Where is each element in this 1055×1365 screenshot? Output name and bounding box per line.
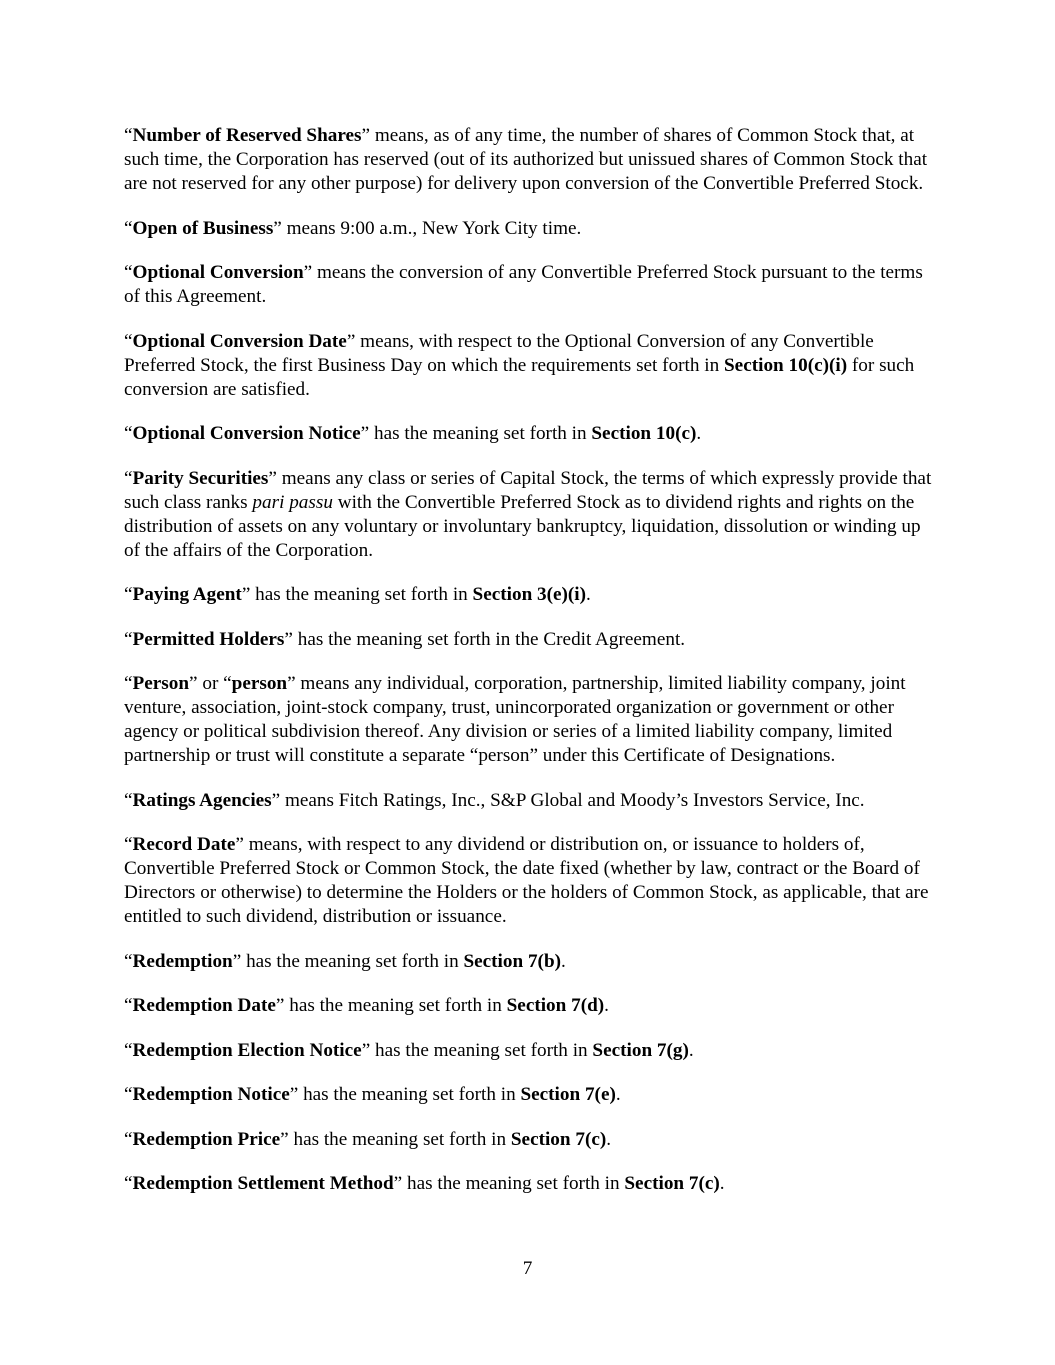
definition-text: has the meaning set forth in	[370, 1039, 593, 1061]
definition-number-of-reserved-shares: “Number of Reserved Shares” means, as of any time, the number of shares of Common Stock that, at such time, the Corporation has reserved (out of its authorized but unissued shares of Common Stock that are not reserved for any other purpose) for delivery upon conversion of the Convertible Preferred Stock.	[124, 125, 928, 194]
definition-text: has the meaning set forth in	[298, 1084, 521, 1105]
definition-text: has the meaning set forth in	[402, 1173, 625, 1194]
term: Optional Conversion Date	[132, 330, 347, 352]
section-reference: Section 7(g)	[592, 1039, 689, 1061]
term: Redemption Date	[132, 995, 276, 1016]
definition-ratings-agencies: “Ratings Agencies” means Fitch Ratings, Inc., S&P Global and Moody’s Investors Service, Inc.	[124, 789, 865, 811]
definition-text: means any individual, corporation, partnership, limited liability company, joint venture, association, joint-stock company, trust, unincorporated organization or government or other agency or political subdivision thereof. Any division or series of a limited liability company, limited partnership or trust will constitute a separate “person” under this Certificate of Designations.	[124, 673, 906, 766]
connector: or “	[197, 673, 232, 694]
definition-text: means, with respect to the Optional Conversion of any Convertible Preferred Stock, the first Business Day on which the requirements set forth in	[124, 330, 874, 376]
section-reference: Section 7(d)	[506, 995, 605, 1016]
definition-redemption-election-notice: “Redemption Election Notice” has the meaning set forth in Section 7(g).	[124, 1039, 694, 1061]
definition-text: means, with respect to any dividend or distribution on, or issuance to holders of, Convertible Preferred Stock or Common Stock, the date fixed (whether by law, contract or the Board of Directors or otherwise) to determine the Holders or the holders of Common Stock, as applicable, that are entitled to such dividend, distribution or issuance.	[124, 834, 929, 927]
definition-text-after: for such conversion are satisfied.	[124, 354, 915, 400]
definition-text: means, as of any time, the number of shares of Common Stock that, at such time, the Corporation has reserved (out of its authorized but unissued shares of Common Stock that are not reserved for any other purpose) for delivery upon conversion of the Convertible Preferred Stock.	[124, 125, 928, 194]
definition-person: “Person” or “person” means any individual, corporation, partnership, limited liability company, joint venture, association, joint-stock company, trust, unincorporated organization or government or other agency or political subdivision thereof. Any division or series of a limited liability company, limited partnership or trust will constitute a separate “person” under this Certificate of Designations.	[124, 673, 906, 766]
term: Redemption Election Notice	[132, 1039, 362, 1061]
term: Parity Securities	[132, 467, 269, 489]
definition-permitted-holders: “Permitted Holders” has the meaning set forth in the Credit Agreement.	[124, 628, 686, 650]
definition-optional-conversion-notice: “Optional Conversion Notice” has the meaning set forth in Section 10(c).	[124, 423, 702, 444]
term: Redemption Notice	[132, 1084, 290, 1105]
term: Record Date	[132, 834, 236, 855]
definition-open-of-business: “Open of Business” means 9:00 a.m., New York City time.	[124, 217, 582, 239]
definition-redemption: “Redemption” has the meaning set forth in Section 7(b).	[124, 950, 566, 972]
definition-optional-conversion-date: “Optional Conversion Date” means, with respect to the Optional Conversion of any Convertible Preferred Stock, the first Business Day on which the requirements set forth in Section 10(c)(i) for such conversion are satisfied.	[124, 330, 915, 400]
term: Ratings Agencies	[132, 789, 272, 811]
term: Number of Reserved Shares	[132, 125, 362, 146]
definition-text: has the meaning set forth in	[250, 584, 473, 605]
term: Open of Business	[132, 217, 274, 239]
section-reference: Section 7(b)	[463, 950, 561, 972]
definition-optional-conversion: “Optional Conversion” means the conversion of any Convertible Preferred Stock pursuant to the terms of this Agreement.	[124, 262, 923, 307]
definition-text: has the meaning set forth in the Credit Agreement.	[292, 628, 686, 650]
definition-redemption-price: “Redemption Price” has the meaning set forth in Section 7(c).	[124, 1128, 612, 1150]
definition-record-date: “Record Date” means, with respect to any dividend or distribution on, or issuance to holders of, Convertible Preferred Stock or Common Stock, the date fixed (whether by law, contract or the Board of Directors or otherwise) to determine the Holders or the holders of Common Stock, as applicable, that are entitled to such dividend, distribution or issuance.	[124, 834, 929, 927]
section-reference: Section 7(c)	[510, 1128, 607, 1150]
term: Redemption Price	[132, 1128, 281, 1150]
term: Redemption Settlement Method	[132, 1173, 394, 1194]
definition-text: means any class or series of Capital Stock, the terms of which expressly provide that such class ranks	[124, 467, 932, 513]
definition-text: means 9:00 a.m., New York City time.	[281, 217, 582, 239]
section-reference: Section 3(e)(i)	[472, 584, 587, 605]
document-page	[124, 124, 934, 1217]
section-reference: Section 10(c)	[591, 423, 697, 444]
term: Redemption	[132, 950, 233, 972]
definition-text-after: with the Convertible Preferred Stock as to dividend rights and rights on the distribution of assets on any voluntary or involuntary bankruptcy, liquidation, dissolution or winding up of the affairs of the Corporation.	[124, 491, 921, 561]
section-reference: Section 7(e)	[520, 1084, 616, 1105]
section-reference: Section 10(c)(i)	[724, 354, 848, 376]
section-reference: Section 7(c)	[624, 1173, 720, 1194]
term: Person	[132, 673, 190, 694]
definition-text: has the meaning set forth in	[241, 950, 464, 972]
term: Permitted Holders	[132, 628, 285, 650]
definition-text: has the meaning set forth in	[369, 423, 592, 444]
italic-phrase: pari passu	[252, 491, 333, 513]
definition-redemption-date: “Redemption Date” has the meaning set forth in Section 7(d).	[124, 995, 609, 1016]
definition-text: has the meaning set forth in	[288, 1128, 511, 1150]
term: Optional Conversion	[132, 262, 304, 283]
definition-text: means Fitch Ratings, Inc., S&P Global and Moody’s Investors Service, Inc.	[280, 789, 865, 811]
definition-redemption-settlement-method: “Redemption Settlement Method” has the meaning set forth in Section 7(c).	[124, 1173, 725, 1194]
page-number: 7	[522, 1258, 533, 1279]
definition-paying-agent: “Paying Agent” has the meaning set forth in Section 3(e)(i).	[124, 584, 591, 605]
definition-redemption-notice: “Redemption Notice” has the meaning set forth in Section 7(e).	[124, 1084, 621, 1105]
term-lowercase: person	[231, 673, 288, 694]
term: Optional Conversion Notice	[132, 423, 361, 444]
term: Paying Agent	[132, 584, 242, 605]
definition-parity-securities: “Parity Securities” means any class or series of Capital Stock, the terms of which expressly provide that such class ranks pari passu with the Convertible Preferred Stock as to dividend rights and rights on the distribution of assets on any voluntary or involuntary bankruptcy, liquidation, dissolution or winding up of the affairs of the Corporation.	[124, 467, 932, 561]
definition-text: has the meaning set forth in	[284, 995, 507, 1016]
definition-text: means the conversion of any Convertible Preferred Stock pursuant to the terms of this Agreement.	[124, 262, 923, 307]
